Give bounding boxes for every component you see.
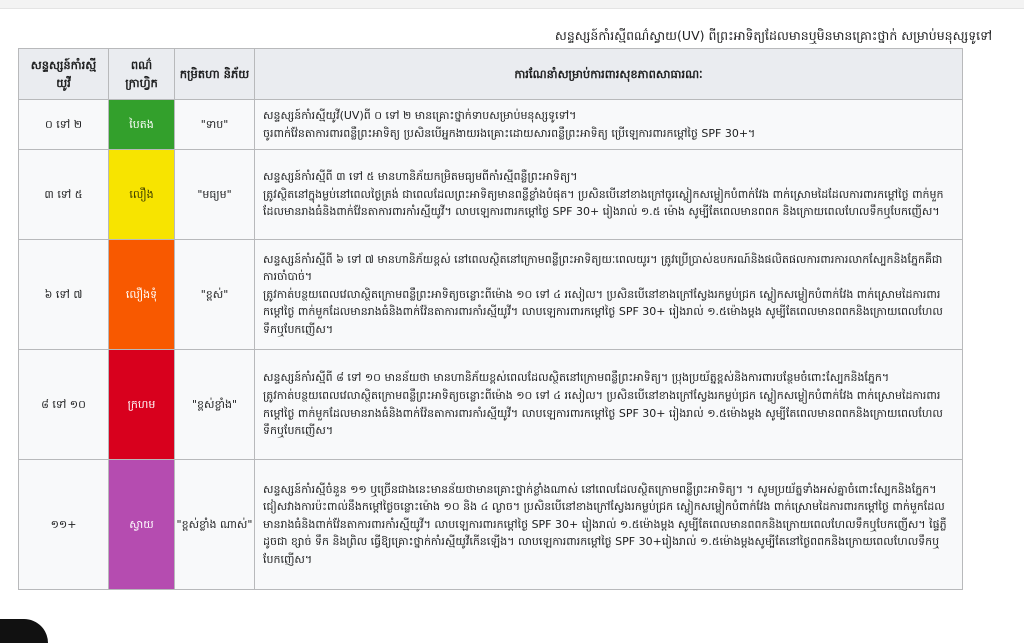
advice-line: ត្រូវស្ថិតនៅក្នុងម្លប់នៅពេលថ្ងៃត្រង់ ជាពេលដែលព្រះអាទិត្យមានពន្លឺខ្លាំងបំផុត។ ប្រសិនបើនៅខាងក្រៅចូរស្លៀកសម្លៀកបំពាក់វែង ពាក់ស្រោមដៃដែលការពារកម្ដៅថ្ងៃ ពាក់មួកដែលមានរាងធំនិងពាក់វ៉ែនតាការពារកាំរស្មីយូវី។ លាបឡេការពារកម្ដៅថ្ងៃ SPF 30+ រៀងរាល់ ១.៥ ម៉ោង សូម្បីតែពេលមានពពក និងក្រោយពេលហែលទឹកឬបែកញើស។	[263, 187, 944, 219]
advice-line: ត្រូវកាត់បន្ថយពេលវេលាស្ថិតក្រោមពន្លឺព្រះអាទិត្យចន្លោះពីម៉ោង ១០ ទៅ ៤ រសៀល។ ប្រសិនបើនៅខាងក្រៅស្វែងរកម្លប់ជ្រក ស្លៀកសម្លៀកបំពាក់វែង ពាក់ស្រោមដៃការពារកម្ដៅថ្ងៃ ពាក់មួកដែលមានរាងធំនិងពាក់វ៉ែនតាការពារកាំរស្មីយូវី។ លាបឡេការពារកម្ដៅថ្ងៃ SPF 30+ រៀងរាល់ ១.៥ម៉ោងម្ដង សូម្បីតែពេលមានពពកនិងក្រោយពេលហែលទឹកឬបែកញើស។	[263, 388, 943, 438]
uv-index-cell: ៨ ទៅ ១០	[19, 350, 109, 460]
risk-level-cell: "ខ្ពស់"	[175, 240, 255, 350]
advice-line: សន្ទស្សន៍កាំរស្មីចំនួន ១១ ឬច្រើនជាងនេះមានន័យថាមានគ្រោះថ្នាក់ខ្លាំងណាស់ នៅពេលដែលស្ថិតក្រោមពន្លឺព្រះអាទិត្យ។ ។ សូមប្រយ័ត្នទាំងអស់គ្នាចំពោះស្បែកនិងភ្នែក។	[263, 482, 937, 496]
advice-cell	[255, 460, 963, 590]
color-swatch-cell: លឿង	[109, 150, 175, 240]
risk-level-cell: "ទាប"	[175, 100, 255, 150]
table-row	[19, 240, 963, 350]
uv-index-cell: ០ ទៅ ២	[19, 100, 109, 150]
table-header-row	[19, 49, 963, 100]
table-row	[19, 460, 963, 590]
advice-line: សន្ទស្សន៍កាំរស្មីពី ៣ ទៅ ៥ មានហានិភ័យកម្រិតមធ្យមពីកាំរស្មីពន្លឺព្រះអាទិត្យ។	[263, 170, 578, 184]
advice-line: សន្ទស្សន៍កាំរស្មីពី ៨ ទៅ ១០ មានន័យថា មានហានិភ័យខ្ពស់ពេលដែលស្ថិតនៅក្រោមពន្លឺព្រះអាទិត្យ។ ប្រុងប្រយ័ត្នខ្ពស់និងការពារបន្ថែមចំពោះស្បែកនិងភ្នែក។	[263, 371, 890, 385]
corner-shadow	[0, 619, 48, 643]
risk-level-cell: "មធ្យម"	[175, 150, 255, 240]
color-swatch-cell: បៃតង	[109, 100, 175, 150]
advice-line: ត្រូវកាត់បន្ថយពេលវេលាស្ថិតក្រោមពន្លឺព្រះអាទិត្យចន្លោះពីម៉ោង ១០ ទៅ ៤ រសៀល។ ប្រសិនបើនៅខាងក្រៅស្វែងរកម្លប់ជ្រក ស្លៀកសម្លៀកបំពាក់វែង ពាក់ស្រោមដៃការពារកម្ដៅថ្ងៃ ពាក់មួកដែលមានរាងធំនិងពាក់វ៉ែនតាការពារកាំរស្មីយូវី។ លាបឡេការពារកម្ដៅថ្ងៃ SPF 30+ រៀងរាល់ ១.៥ម៉ោងម្ដង សូម្បីតែពេលមានពពកនិងក្រោយពេលហែលទឹកឬបែកញើស។	[263, 287, 943, 336]
uv-index-cell: ៣ ទៅ ៥	[19, 150, 109, 240]
uv-index-cell: ៦ ទៅ ៧	[19, 240, 109, 350]
header-risk-level: កម្រិតហា និភ័យ	[175, 49, 255, 100]
header-protection-advice: ការណែនាំសម្រាប់ការពារសុខភាពសាធារណៈ	[255, 49, 963, 100]
table-row	[19, 100, 963, 150]
advice-line: ជៀសវាងការប៉ះពាល់នឹងកម្ដៅថ្ងៃចន្លោះម៉ោង ១០ និង ៤ ល្ងាច។ ប្រសិនបើនៅខាងក្រៅស្វែងរកម្លប់ជ្រក ស្លៀកសម្លៀកបំពាក់វែង ពាក់ស្រោមដៃការពារកម្ដៅថ្ងៃ ពាក់មួកដែលមានរាងធំនិងពាក់វ៉ែនតាការពារកាំរស្មីយូវី។ លាបឡេការពារកម្ដៅថ្ងៃ SPF 30+ រៀងរាល់ ១.៥ម៉ោងម្ដង សូម្បីតែពេលមានពពកនិងក្រោយពេលហែលទឹកឬបែកញើស។ ផ្ទៃភ្លឺដូចជា ខ្សាច់ ទឹក និងព្រិល ធ្វើឱ្យគ្រោះថ្នាក់កាំរស្មីយូវីកើនឡើង។ លាបឡេការពារកម្ដៅថ្ងៃ SPF 30+រៀងរាល់ ១.៥ម៉ោងម្ដងសូម្បីតែនៅថ្ងៃពពកនិងក្រោយពេលហែលទឹកឬបែកញើស។	[263, 500, 947, 566]
table-row	[19, 350, 963, 460]
advice-line: ចូរពាក់វ៉ែនតាការពារពន្លឺព្រះអាទិត្យ ប្រសិនបើអ្នកងាយរងគ្រោះដោយសារពន្លឺព្រះអាទិត្យ ប្រើឡេការពារកម្ដៅថ្ងៃ SPF 30+។	[263, 126, 756, 140]
uv-index-cell: ១១+	[19, 460, 109, 590]
advice-cell	[255, 100, 963, 150]
top-strip	[0, 0, 1024, 9]
header-uv-index: សន្ទស្សន៍កាំរស្មី យូវី	[19, 49, 109, 100]
advice-line: សន្ទស្សន៍កាំរស្មីពី ៦ ទៅ ៧ មានហានិភ័យខ្ពស់ នៅពេលស្ថិតនៅក្រោមពន្លឺព្រះអាទិត្យយៈពេលយូរ។ ត្រូវប្រើប្រាស់ឧបករណ៍និងផលិតផលការពារការលាកស្បែកនិងភ្នែកគឺជាការចាំបាច់។	[263, 252, 943, 284]
table-row	[19, 150, 963, 240]
advice-cell	[255, 150, 963, 240]
color-swatch-cell: លឿងទុំ	[109, 240, 175, 350]
risk-level-cell: "ខ្ពស់ខ្លាំង"	[175, 350, 255, 460]
color-swatch-cell: ស្វាយ	[109, 460, 175, 590]
advice-cell	[255, 240, 963, 350]
header-graphic-color: ពណ៌ ក្រាហ្វិក	[109, 49, 175, 100]
uv-index-table	[18, 48, 963, 590]
advice-line: សន្ទស្សន៍កាំរស្មីយូវី(UV)ពី ០ ទៅ ២ មានគ្រោះថ្នាក់ទាបសម្រាប់មនុស្សទូទៅ។	[263, 108, 577, 122]
color-swatch-cell: ក្រហម	[109, 350, 175, 460]
risk-level-cell: "ខ្ពស់ខ្លាំង ណាស់"	[175, 460, 255, 590]
table-caption: សន្ទស្សន៍កាំរស្មីពណ៌ស្វាយ(UV) ពីព្រះអាទិត្យដែលមានឬមិនមានគ្រោះថ្នាក់ សម្រាប់មនុស្សទូទៅ	[554, 28, 992, 43]
advice-cell	[255, 350, 963, 460]
